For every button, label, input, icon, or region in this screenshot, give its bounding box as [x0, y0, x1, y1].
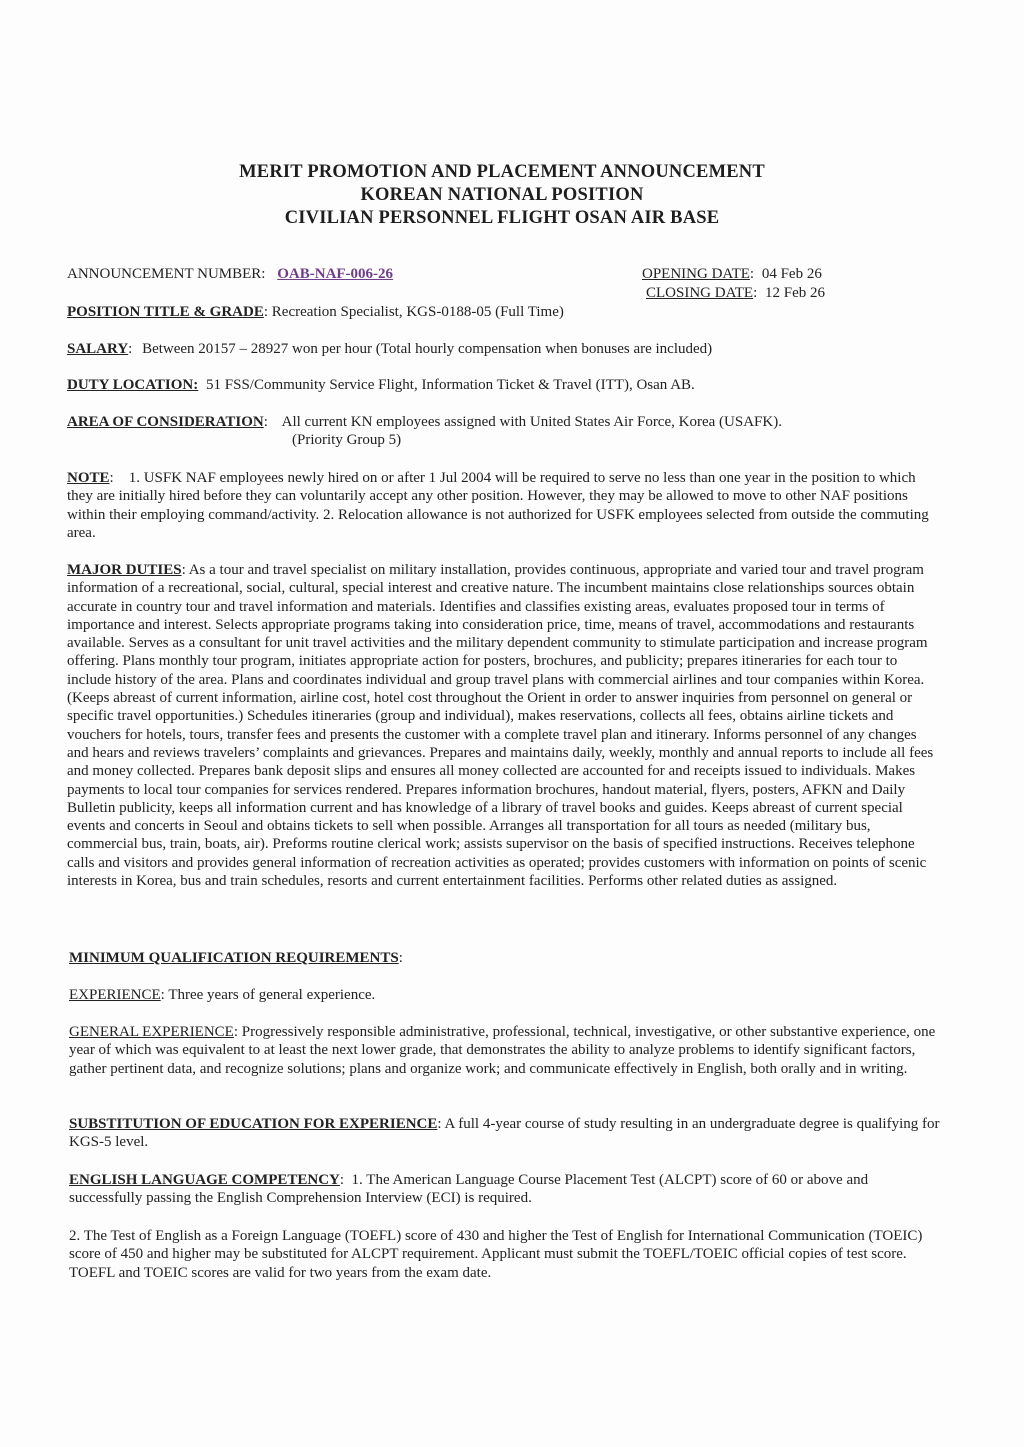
position-title-value: Recreation Specialist, KGS-0188-05 (Full Time) — [271, 304, 564, 320]
minimum-qualification-label: MINIMUM QUALIFICATION REQUIREMENTS — [69, 950, 399, 966]
note-paragraph: NOTE: 1. USFK NAF employees newly hired on or after 1 Jul 2004 will be required to serve no less than one year in the position to which they are initially hired before they can voluntarily accept any other position. However, they may be allowed to move to other NAF positions within their employing command/activity. 2. Relocation allowance is not authorized for USFK employees selected from outside the commuting area. — [67, 470, 929, 541]
english-competency-paragraph: ENGLISH LANGUAGE COMPETENCY: 1. The American Language Course Placement Test (ALCPT) score of 60 or above and successfully passing the English Comprehension Interview (ECI) is required. — [69, 1172, 869, 1207]
salary-label: SALARY — [67, 341, 129, 357]
salary-row: SALARY: Between 20157 – 28927 won per hour (Total hourly compensation when bonuses are included) — [67, 341, 713, 357]
major-duties-label: MAJOR DUTIES — [67, 562, 182, 578]
position-title-row: POSITION TITLE & GRADE: Recreation Specialist, KGS-0188-05 (Full Time) — [67, 304, 564, 320]
position-title-label: POSITION TITLE & GRADE — [67, 304, 264, 320]
closing-date-value: 12 Feb 26 — [765, 285, 826, 301]
substitution-label: SUBSTITUTION OF EDUCATION FOR EXPERIENCE — [69, 1116, 438, 1132]
english-competency-label: ENGLISH LANGUAGE COMPETENCY — [69, 1172, 340, 1188]
opening-date-row: OPENING DATE: 04 Feb 26 — [642, 266, 822, 282]
general-experience-paragraph: GENERAL EXPERIENCE: Progressively responsible administrative, professional, technical, investigative, or other substantive experience, one year of which was equivalent to at least the next lower grade, that demonstrates the ability to analyze problems to identify significant factors, gather pertinent data, and recognize solutions; plans and organize work; and communicate effectively in English, both orally and in writing. — [69, 1024, 936, 1077]
substitution-text: A full 4-year course of study resulting in an undergraduate degree is qualifying for KGS-5 level. — [69, 1116, 940, 1151]
duty-location-row — [67, 376, 695, 394]
announcement-number-value: OAB-NAF-006-26 — [277, 266, 394, 282]
general-experience-text: Progressively responsible administrative, professional, technical, investigative, or other substantive experience, one year of which was equivalent to at least the next lower grade, that demonstrates the ability to analyze problems to identify significant factors, gather pertinent data, and recognize solutions; plans and organize work; and communicate effectively in English, both orally and in writing. — [69, 1024, 936, 1077]
experience-text: Three years of general experience. — [168, 987, 376, 1003]
general-experience-label: GENERAL EXPERIENCE — [69, 1024, 234, 1040]
experience-label: EXPERIENCE — [69, 987, 161, 1003]
title-line-1: MERIT PROMOTION AND PLACEMENT ANNOUNCEMENT — [239, 162, 765, 182]
duty-location-label: DUTY LOCATION: — [67, 377, 199, 393]
opening-date-label: OPENING DATE — [642, 266, 750, 282]
note-label: NOTE — [67, 470, 110, 486]
area-of-consideration-label: AREA OF CONSIDERATION — [67, 414, 264, 430]
title-line-2: KOREAN NATIONAL POSITION — [360, 185, 644, 205]
opening-date-value: 04 Feb 26 — [761, 266, 822, 282]
english-competency-text: 1. The American Language Course Placement Test (ALCPT) score of 60 or above and successfully passing the English Comprehension Interview (ECI) is required. — [69, 1172, 869, 1207]
area-of-consideration-value: All current KN employees assigned with United States Air Force, Korea (USAFK). — [281, 414, 782, 430]
salary-value: Between 20157 – 28927 won per hour (Total hourly compensation when bonuses are included) — [142, 341, 713, 357]
note-text: 1. USFK NAF employees newly hired on or after 1 Jul 2004 will be required to serve no less than one year in the position to which they are initially hired before they can voluntarily accept any other position. However, they may be allowed to move to other NAF positions within their employing command/activity. 2. Relocation allowance is not authorized for USFK employees selected from outside the commuting area. — [67, 470, 929, 541]
announcement-number-label: ANNOUNCEMENT NUMBER: — [67, 266, 266, 282]
title-line-3: CIVILIAN PERSONNEL FLIGHT OSAN AIR BASE — [284, 208, 720, 228]
announcement-number-row — [67, 265, 393, 283]
area-of-consideration-row: AREA OF CONSIDERATION: All current KN employees assigned with United States Air Force, Korea (USAFK). — [67, 414, 782, 430]
closing-date-row: CLOSING DATE: 12 Feb 26 — [646, 285, 826, 301]
major-duties-paragraph: MAJOR DUTIES: As a tour and travel specialist on military installation, provides continuous, appropriate and varied tour and travel program information of a recreational, social, cultural, special interest and creative nature. The incumbent maintains close relationships sources obtain accurate in country tour and travel information and materials. Identifies and classifies existing areas, evaluates proposed tour in terms of importance and interest. Selects appropriate programs taking into consideration price, time, means of travel, accommodations and restaurants available. Serves as a consultant for unit travel activities and the military dependent community to stimulate participation and increase program offering. Plans monthly tour program, initiates appropriate action for posters, brochures, and publicity; prepares itineraries for each tour to include history of the area. Plans and coordinates individual and group travel plans with commercial airlines and tour companies within Korea. (Keeps abreast of current information, airline cost, hotel cost throughout the Orient in order to answer inquiries from personnel on general or specific travel opportunities.) Schedules itineraries (group and individual), makes reservations, collects all fees, obtains airline tickets and vouchers for hotels, tours, transfer fees and presents the customer with a complete travel plan and itinerary. Informs personnel of any changes and hears and reviews travelers’ complaints and grievances. Prepares and maintains daily, weekly, monthly and annual reports to include all fees and money collected. Prepares bank deposit slips and ensures all money collected are accounted for and receipts issued to individuals. Makes payments to local tour companies for services rendered. Prepares information brochures, handout material, flyers, posters, AFKN and Daily Bulletin publicity, keeps all information current and has knowledge of a library of travel books and guides. Keeps abreast of current special events and concerts in Seoul and obtains tickets to sell when possible. Arranges all transportation for all tours as needed (military bus, commercial bus, train, boats, air). Preforms routine clerical work; assists supervisor on the basis of specified instructions. Receives telephone calls and visitors and provides general information of recreation activities as operated; provides customers with information on points of scenic interests in Korea, bus and train schedules, resorts and current entertainment facilities. Performs other related duties as assigned. — [67, 562, 934, 890]
toefl-paragraph: 2. The Test of English as a Foreign Language (TOEFL) score of 430 and higher the Test of English for International Communication (TOEIC) score of 450 and higher may be substituted for ALCPT requirement. Applicant must submit the TOEFL/TOEIC official copies of test score. TOEFL and TOEIC scores are valid for two years from the exam date. — [69, 1228, 923, 1281]
priority-group: (Priority Group 5) — [292, 432, 402, 448]
substitution-paragraph: SUBSTITUTION OF EDUCATION FOR EXPERIENCE: A full 4-year course of study resulting in an undergraduate degree is qualifying for KGS-5 level. — [69, 1116, 940, 1151]
minimum-qualification-row: MINIMUM QUALIFICATION REQUIREMENTS: — [69, 950, 403, 966]
experience-row: EXPERIENCE: Three years of general experience. — [69, 987, 376, 1003]
duty-location-value: 51 FSS/Community Service Flight, Information Ticket & Travel (ITT), Osan AB. — [206, 377, 695, 393]
closing-date-label: CLOSING DATE — [646, 285, 754, 301]
major-duties-text: As a tour and travel specialist on military installation, provides continuous, appropriate and varied tour and travel program information of a recreational, social, cultural, special interest and creative nature. The incumbent maintains close relationships sources obtain accurate in country tour and travel information and materials. Identifies and classifies existing areas, evaluates proposed tour in terms of importance and interest. Selects appropriate programs taking into consideration price, time, means of travel, accommodations and restaurants available. Serves as a consultant for unit travel activities and the military dependent community to stimulate participation and increase program offering. Plans monthly tour program, initiates appropriate action for posters, brochures, and publicity; prepares itineraries for each tour to include history of the area. Plans and coordinates individual and group travel plans with commercial airlines and tour companies within Korea. (Keeps abreast of current information, airline cost, hotel cost throughout the Orient in order to answer inquiries from personnel on general or specific travel opportunities.) Schedules itineraries (group and individual), makes reservations, collects all fees, obtains airline tickets and vouchers for hotels, tours, transfer fees and presents the customer with a complete travel plan and itinerary. Informs personnel of any changes and hears and reviews travelers’ complaints and grievances. Prepares and maintains daily, weekly, monthly and annual reports to include all fees and money collected. Prepares bank deposit slips and ensures all money collected are accounted for and receipts issued to individuals. Makes payments to local tour companies for services rendered. Prepares information brochures, handout material, flyers, posters, AFKN and Daily Bulletin publicity, keeps all information current and has knowledge of a library of travel books and guides. Keeps abreast of current special events and concerts in Seoul and obtains tickets to sell when possible. Arranges all transportation for all tours as needed (military bus, commercial bus, train, boats, air). Preforms routine clerical work; assists supervisor on the basis of specified instructions. Receives telephone calls and visitors and provides general information of recreation activities as operated; provides customers with information on points of scenic interests in Korea, bus and train schedules, resorts and current entertainment facilities. Performs other related duties as assigned. — [67, 562, 934, 890]
